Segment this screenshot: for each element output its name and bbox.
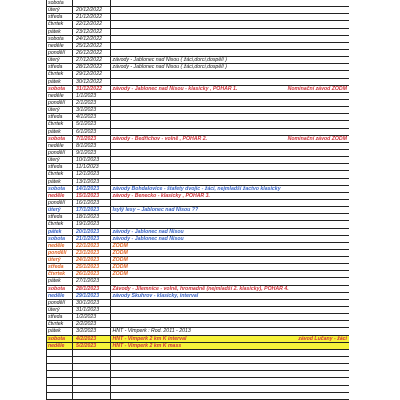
row-note: [347, 71, 349, 77]
row-event: HNT - Vimperk 2 km K mass: [112, 342, 182, 349]
row-date: 23/1/2023: [73, 250, 111, 256]
row-day: úterý: [47, 257, 73, 263]
row-day: čtvrtek: [47, 321, 73, 327]
table-row: [47, 186, 349, 193]
table-row: [47, 221, 349, 228]
row-event: [111, 107, 347, 113]
row-day: neděle: [47, 243, 73, 249]
row-day: [47, 386, 73, 392]
table-row: [47, 29, 349, 36]
row-note: [347, 286, 349, 292]
table-row: [47, 393, 349, 400]
row-note: [347, 14, 349, 20]
row-day: středa: [47, 14, 73, 20]
table-row: [47, 286, 349, 293]
table-row: [47, 264, 349, 271]
row-note: [347, 364, 349, 370]
row-date: [73, 378, 111, 384]
row-date: 21/1/2023: [73, 236, 111, 242]
row-date: 15/1/2023: [73, 193, 111, 199]
row-date: 8/1/2023: [73, 143, 111, 149]
row-day: [47, 357, 73, 363]
row-event: [111, 171, 347, 177]
row-note: [347, 57, 349, 63]
table-row: [47, 107, 349, 114]
row-event: [111, 157, 347, 163]
row-note: [347, 21, 349, 27]
table-row: [47, 307, 349, 314]
table-row: [47, 250, 349, 257]
row-day: neděle: [47, 193, 73, 199]
row-event: závody - Jablonec nad Nisou: [112, 228, 184, 235]
row-event: [111, 364, 347, 370]
row-note: [347, 221, 349, 227]
table-row: [47, 386, 349, 393]
table-row: [47, 50, 349, 57]
row-event: [111, 100, 347, 106]
row-event: [111, 129, 347, 135]
table-row: [47, 36, 349, 43]
row-day: středa: [47, 64, 73, 70]
row-day: pondělí: [47, 100, 73, 106]
row-event: [111, 150, 347, 156]
table-row: [47, 64, 349, 71]
row-day: neděle: [47, 43, 73, 49]
row-note: [347, 321, 349, 327]
row-event: [111, 393, 347, 399]
table-row: [47, 214, 349, 221]
table-row: [47, 114, 349, 121]
row-note: [347, 257, 349, 263]
row-note: [347, 278, 349, 284]
table-row: [47, 350, 349, 357]
row-event: [111, 143, 347, 149]
row-note: [347, 0, 349, 6]
row-day: sobota: [47, 236, 73, 242]
row-event: HNT - Vimperk 2 km K interval: [112, 335, 187, 342]
row-day: pondělí: [47, 200, 73, 206]
row-date: 13/1/2023: [73, 179, 111, 185]
row-event: [111, 71, 347, 77]
row-event: [111, 357, 347, 363]
row-date: 4/2/2023: [73, 336, 111, 342]
row-date: 26/1/2023: [73, 271, 111, 277]
table-row: [47, 0, 349, 7]
row-day: pátek: [47, 129, 73, 135]
row-date: [73, 364, 111, 370]
row-event: ZODM: [112, 271, 128, 278]
row-note: [347, 150, 349, 156]
row-note: [347, 229, 349, 235]
row-date: 29/1/2023: [73, 293, 111, 299]
row-note: [347, 378, 349, 384]
row-day: [47, 393, 73, 399]
row-event: [111, 378, 347, 384]
row-note: [347, 371, 349, 377]
row-note: [347, 107, 349, 113]
row-date: 4/1/2023: [73, 114, 111, 120]
row-day: sobota: [47, 136, 73, 142]
row-day: sobota: [47, 336, 73, 342]
row-day: středa: [47, 264, 73, 270]
row-note: [347, 328, 349, 334]
table-row: [47, 43, 349, 50]
row-day: [47, 371, 73, 377]
row-note: [347, 93, 349, 99]
table-row: [47, 143, 349, 150]
row-date: 6/1/2023: [73, 129, 111, 135]
row-note: [347, 207, 349, 213]
row-note: [347, 307, 349, 313]
row-date: 28/12/2022: [73, 64, 111, 70]
row-date: 3/2/2023: [73, 328, 111, 334]
row-day: [47, 378, 73, 384]
row-day: čtvrtek: [47, 121, 73, 127]
row-date: 28/1/2023: [73, 286, 111, 292]
row-date: [73, 350, 111, 356]
row-day: neděle: [47, 93, 73, 99]
row-note: [347, 121, 349, 127]
row-event: závody - Jablonec nad Nisou: [112, 235, 184, 242]
table-row: [47, 129, 349, 136]
row-event: [111, 50, 347, 56]
row-note: [347, 243, 349, 249]
table-row: [47, 100, 349, 107]
row-event: [111, 300, 347, 306]
row-note: [347, 186, 349, 192]
schedule-table: [46, 0, 349, 400]
row-event: [111, 0, 347, 6]
table-row: [47, 21, 349, 28]
row-note: [347, 7, 349, 13]
row-date: 2/1/2023: [73, 100, 111, 106]
row-date: 22/1/2023: [73, 243, 111, 249]
row-day: neděle: [47, 143, 73, 149]
row-event: [111, 29, 347, 35]
row-event: závody - Benecko - klasicky , POHÁR 3.: [112, 192, 210, 199]
row-note: [347, 264, 349, 270]
row-date: 19/1/2023: [73, 221, 111, 227]
row-day: úterý: [47, 7, 73, 13]
row-note: [347, 314, 349, 320]
row-event: ZODM: [112, 257, 128, 264]
row-event: [111, 21, 347, 27]
table-row: [47, 371, 349, 378]
table-row: [47, 357, 349, 364]
row-event: závody Bohdalovice - štafety dvojic - žáci, nejmladší žactvo klasicky: [112, 185, 281, 192]
table-row: [47, 79, 349, 86]
row-day: pondělí: [47, 50, 73, 56]
row-date: 10/1/2023: [73, 157, 111, 163]
table-row: [47, 7, 349, 14]
row-note: [347, 386, 349, 392]
table-row: [47, 164, 349, 171]
row-note: [347, 36, 349, 42]
row-day: sobota: [47, 36, 73, 42]
row-event: [111, 307, 347, 313]
row-day: úterý: [47, 207, 73, 213]
table-row: [47, 278, 349, 285]
table-row: [47, 57, 349, 64]
row-day: pondělí: [47, 150, 73, 156]
row-date: 31/12/2022: [73, 86, 111, 92]
row-day: sobota: [47, 186, 73, 192]
table-row: [47, 136, 349, 143]
row-day: pondělí: [47, 250, 73, 256]
row-event: ZODM: [112, 242, 128, 249]
row-event: závody - Bedřichov - volně , POHÁR 2.: [112, 135, 208, 142]
row-day: středa: [47, 214, 73, 220]
row-note: [347, 50, 349, 56]
row-event: závody - Jablonec nad Nisou ( žáci,dorci,dospělí ): [112, 64, 227, 71]
row-note: Nominační závod ZODM: [287, 135, 347, 142]
row-note: [347, 393, 349, 399]
table-row: [47, 293, 349, 300]
row-day: úterý: [47, 157, 73, 163]
table-row: [47, 121, 349, 128]
table-row: [47, 336, 349, 343]
row-note: [347, 250, 349, 256]
row-date: 17/1/2023: [73, 207, 111, 213]
row-day: pátek: [47, 229, 73, 235]
row-day: sobota: [47, 286, 73, 292]
row-date: 2/2/2023: [73, 321, 111, 327]
row-day: čtvrtek: [47, 221, 73, 227]
row-date: 26/12/2022: [73, 50, 111, 56]
row-date: 25/12/2022: [73, 43, 111, 49]
row-note: [347, 236, 349, 242]
row-note: [347, 193, 349, 199]
row-day: [47, 350, 73, 356]
row-event: Závody - Jilemnice - volně, hromadně (nejmladší 2. klasicky), POHÁR 4.: [112, 285, 289, 292]
row-date: 5/1/2023: [73, 121, 111, 127]
row-event: [111, 314, 347, 320]
row-note: [347, 343, 349, 349]
table-row: [47, 193, 349, 200]
table-row: [47, 229, 349, 236]
row-date: [73, 393, 111, 399]
row-day: středa: [47, 114, 73, 120]
row-event: [111, 179, 347, 185]
row-event: [111, 321, 347, 327]
row-event: [111, 93, 347, 99]
row-event: [111, 200, 347, 206]
row-date: 31/1/2023: [73, 307, 111, 313]
table-row: [47, 314, 349, 321]
row-day: neděle: [47, 293, 73, 299]
row-event: [111, 43, 347, 49]
table-row: [47, 328, 349, 335]
row-day: pondělí: [47, 300, 73, 306]
row-note: [347, 300, 349, 306]
table-row: [47, 171, 349, 178]
row-date: [73, 371, 111, 377]
row-event: [111, 278, 347, 284]
row-date: 29/12/2022: [73, 71, 111, 77]
row-day: sobota: [47, 0, 73, 6]
row-day: pátek: [47, 278, 73, 284]
row-date: 27/12/2022: [73, 57, 111, 63]
table-row: [47, 271, 349, 278]
row-note: [347, 157, 349, 163]
row-event: závody Skuhrov - klasicky, interval: [112, 292, 199, 299]
row-note: [347, 29, 349, 35]
table-row: [47, 14, 349, 21]
row-date: 30/12/2022: [73, 79, 111, 85]
row-date: 24/12/2022: [73, 36, 111, 42]
row-date: 7/1/2023: [73, 136, 111, 142]
row-day: pátek: [47, 328, 73, 334]
table-row: [47, 321, 349, 328]
row-date: 21/12/2022: [73, 14, 111, 20]
row-date: 27/1/2023: [73, 278, 111, 284]
row-note: [347, 171, 349, 177]
row-note: [347, 129, 349, 135]
row-event: [111, 14, 347, 20]
table-row: [47, 71, 349, 78]
row-day: čtvrtek: [47, 21, 73, 27]
table-row: [47, 364, 349, 371]
row-event: ZODM: [112, 249, 128, 256]
row-date: [73, 386, 111, 392]
row-event: [111, 79, 347, 85]
row-note: [347, 357, 349, 363]
row-event: [111, 7, 347, 13]
row-event: [111, 371, 347, 377]
row-note: [347, 200, 349, 206]
row-day: [47, 364, 73, 370]
row-date: 5/2/2023: [73, 343, 111, 349]
row-event: [111, 214, 347, 220]
row-note: [347, 64, 349, 70]
row-event: [111, 164, 347, 170]
table-row: [47, 343, 349, 350]
row-note: [347, 43, 349, 49]
row-note: [347, 271, 349, 277]
row-note: [347, 179, 349, 185]
row-date: 16/1/2023: [73, 200, 111, 206]
row-date: 3/1/2023: [73, 107, 111, 113]
row-event: závody - Jablonec nad Nisou - klasicky , POHÁR 1.: [112, 85, 238, 92]
row-date: 22/12/2022: [73, 21, 111, 27]
row-date: 30/1/2023: [73, 300, 111, 306]
row-date: 24/1/2023: [73, 257, 111, 263]
row-date: 9/1/2023: [73, 150, 111, 156]
row-event: HNT - Vimperk : Rod. 2011 - 2013: [112, 328, 191, 335]
table-row: [47, 179, 349, 186]
table-row: [47, 93, 349, 100]
row-day: úterý: [47, 307, 73, 313]
row-note: [347, 214, 349, 220]
table-row: [47, 207, 349, 214]
row-day: úterý: [47, 107, 73, 113]
table-row: [47, 236, 349, 243]
table-row: [47, 200, 349, 207]
row-day: čtvrtek: [47, 71, 73, 77]
row-day: úterý: [47, 57, 73, 63]
row-event: [111, 114, 347, 120]
row-note: [347, 79, 349, 85]
row-day: sobota: [47, 86, 73, 92]
row-event: [111, 221, 347, 227]
table-row: [47, 300, 349, 307]
row-day: středa: [47, 314, 73, 320]
row-day: pátek: [47, 29, 73, 35]
row-day: čtvrtek: [47, 271, 73, 277]
row-date: 12/1/2023: [73, 171, 111, 177]
table-row: [47, 378, 349, 385]
row-date: 25/1/2023: [73, 264, 111, 270]
row-day: pátek: [47, 179, 73, 185]
row-event: [111, 36, 347, 42]
row-note: závod Lučany - žáci: [298, 335, 347, 342]
table-row: [47, 243, 349, 250]
row-date: 20/12/2022: [73, 7, 111, 13]
row-event: [111, 121, 347, 127]
row-date: 20/1/2023: [73, 229, 111, 235]
row-date: 1/2/2023: [73, 314, 111, 320]
row-day: pátek: [47, 79, 73, 85]
row-date: [73, 357, 111, 363]
row-date: 11/1/2023: [73, 164, 111, 170]
row-day: neděle: [47, 343, 73, 349]
table-row: [47, 257, 349, 264]
row-event: ZODM: [112, 264, 128, 271]
table-row: [47, 157, 349, 164]
row-day: čtvrtek: [47, 171, 73, 177]
table-row: [47, 150, 349, 157]
row-day: středa: [47, 164, 73, 170]
row-event: Isylý lesy – Jablonec nad Nisou ??: [112, 207, 199, 214]
row-event: [111, 386, 347, 392]
row-date: 23/12/2022: [73, 29, 111, 35]
row-note: [347, 164, 349, 170]
row-event: [111, 350, 347, 356]
row-date: 14/1/2023: [73, 186, 111, 192]
row-date: 18/1/2023: [73, 214, 111, 220]
row-event: závody - Jablonec nad Nisou ( žáci,dorci,dospělí ): [112, 57, 227, 64]
row-note: Nominační závod ZODM: [287, 85, 347, 92]
row-note: [347, 114, 349, 120]
row-date: 1/1/2023: [73, 93, 111, 99]
row-date: [73, 0, 111, 6]
table-row: [47, 86, 349, 93]
row-note: [347, 350, 349, 356]
row-note: [347, 143, 349, 149]
row-note: [347, 293, 349, 299]
row-note: [347, 100, 349, 106]
